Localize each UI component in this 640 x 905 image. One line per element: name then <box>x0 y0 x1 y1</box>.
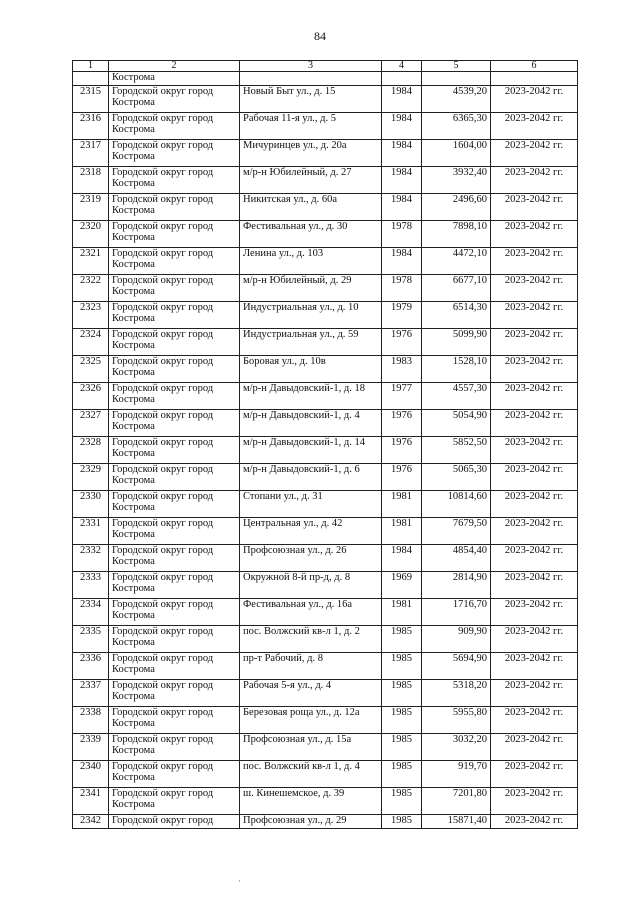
cell-address: м/р-н Давыдовский-1, д. 4 <box>240 410 382 437</box>
cell-address: Профсоюзная ул., д. 26 <box>240 545 382 572</box>
cell-area: 5099,90 <box>422 329 491 356</box>
cell-term: 2023-2042 гг. <box>491 248 578 275</box>
table-row <box>73 680 578 707</box>
cell-number: 2339 <box>73 734 109 761</box>
cell-area: 4472,10 <box>422 248 491 275</box>
table-row <box>73 653 578 680</box>
cell-number: 2325 <box>73 356 109 383</box>
cell-address: Мичуринцев ул., д. 20а <box>240 140 382 167</box>
cell-year: 1977 <box>382 383 422 410</box>
table-row <box>73 248 578 275</box>
cell-term: 2023-2042 гг. <box>491 464 578 491</box>
cell-municipality: Городской округ город Кострома <box>109 302 240 329</box>
cell-area: 2496,60 <box>422 194 491 221</box>
cell-year: 1985 <box>382 815 422 829</box>
column-number-row <box>73 61 578 72</box>
cell-year: 1984 <box>382 113 422 140</box>
cell-address: Березовая роща ул., д. 12а <box>240 707 382 734</box>
cell-number: 2331 <box>73 518 109 545</box>
cell-municipality: Городской округ город Кострома <box>109 221 240 248</box>
table-row <box>73 518 578 545</box>
cell-address: Боровая ул., д. 10в <box>240 356 382 383</box>
cell-area: 5852,50 <box>422 437 491 464</box>
cell-number: 2319 <box>73 194 109 221</box>
table-row <box>73 761 578 788</box>
cell-term: 2023-2042 гг. <box>491 680 578 707</box>
table-row <box>73 464 578 491</box>
cell-number: 2326 <box>73 383 109 410</box>
cell-area: 5318,20 <box>422 680 491 707</box>
cell-term: 2023-2042 гг. <box>491 707 578 734</box>
cell-number: 2323 <box>73 302 109 329</box>
page-number: 84 <box>314 29 326 43</box>
cell-area: 6677,10 <box>422 275 491 302</box>
cell-term: 2023-2042 гг. <box>491 86 578 113</box>
cell-address: Центральная ул., д. 42 <box>240 518 382 545</box>
cell-year: 1985 <box>382 707 422 734</box>
cell-number: 2335 <box>73 626 109 653</box>
cell-address: Профсоюзная ул., д. 15а <box>240 734 382 761</box>
cell-year: 1978 <box>382 275 422 302</box>
cell-number: 2341 <box>73 788 109 815</box>
cell-address: м/р-н Юбилейный, д. 29 <box>240 275 382 302</box>
cell-term: 2023-2042 гг. <box>491 275 578 302</box>
table-row <box>73 734 578 761</box>
cell-area: 1528,10 <box>422 356 491 383</box>
cell-area: 2814,90 <box>422 572 491 599</box>
cell-number: 2334 <box>73 599 109 626</box>
cell-year: 1979 <box>382 302 422 329</box>
cell-term: 2023-2042 гг. <box>491 356 578 383</box>
cell-term: 2023-2042 гг. <box>491 572 578 599</box>
cell-address: Рабочая 11-я ул., д. 5 <box>240 113 382 140</box>
cell-area: 7201,80 <box>422 788 491 815</box>
cell-municipality: Кострома <box>109 72 240 86</box>
cell-year: 1983 <box>382 356 422 383</box>
table-row <box>73 626 578 653</box>
table-row <box>73 545 578 572</box>
cell-municipality: Городской округ город Кострома <box>109 518 240 545</box>
table-row <box>73 167 578 194</box>
cell-number: 2317 <box>73 140 109 167</box>
cell-address: ш. Кинешемское, д. 39 <box>240 788 382 815</box>
table-row <box>73 302 578 329</box>
cell-term: 2023-2042 гг. <box>491 437 578 464</box>
cell-municipality: Городской округ город Кострома <box>109 464 240 491</box>
cell-municipality: Городской округ город Кострома <box>109 572 240 599</box>
cell-year: 1984 <box>382 194 422 221</box>
cell-number: 2324 <box>73 329 109 356</box>
cell-municipality: Городской округ город Кострома <box>109 167 240 194</box>
cell-year: 1985 <box>382 734 422 761</box>
cell-term: 2023-2042 гг. <box>491 545 578 572</box>
cell-area: 909,90 <box>422 626 491 653</box>
cell-area: 4854,40 <box>422 545 491 572</box>
table-row <box>73 356 578 383</box>
column-number: 1 <box>73 61 109 72</box>
cell-municipality: Городской округ город Кострома <box>109 437 240 464</box>
cell-term <box>491 72 578 86</box>
cell-address: Профсоюзная ул., д. 29 <box>240 815 382 829</box>
cell-number: 2340 <box>73 761 109 788</box>
cell-year: 1981 <box>382 599 422 626</box>
cell-municipality: Городской округ город Кострома <box>109 275 240 302</box>
housing-registry-table <box>72 60 578 829</box>
cell-area: 919,70 <box>422 761 491 788</box>
cell-year: 1984 <box>382 86 422 113</box>
cell-municipality: Городской округ город Кострома <box>109 113 240 140</box>
cell-municipality: Городской округ город Кострома <box>109 248 240 275</box>
cell-municipality: Городской округ город <box>109 815 240 829</box>
cell-year: 1976 <box>382 329 422 356</box>
cell-area: 15871,40 <box>422 815 491 829</box>
cell-term: 2023-2042 гг. <box>491 815 578 829</box>
cell-address: Индустриальная ул., д. 10 <box>240 302 382 329</box>
cell-address: Стопани ул., д. 31 <box>240 491 382 518</box>
table-row <box>73 275 578 302</box>
column-number: 5 <box>422 61 491 72</box>
cell-term: 2023-2042 гг. <box>491 167 578 194</box>
cell-area <box>422 72 491 86</box>
cell-municipality: Городской округ город Кострома <box>109 491 240 518</box>
cell-term: 2023-2042 гг. <box>491 140 578 167</box>
cell-municipality: Городской округ город Кострома <box>109 356 240 383</box>
cell-year: 1984 <box>382 545 422 572</box>
cell-term: 2023-2042 гг. <box>491 788 578 815</box>
cell-area: 1716,70 <box>422 599 491 626</box>
cell-year: 1981 <box>382 518 422 545</box>
cell-number: 2337 <box>73 680 109 707</box>
cell-municipality: Городской округ город Кострома <box>109 680 240 707</box>
cell-term: 2023-2042 гг. <box>491 599 578 626</box>
cell-area: 5955,80 <box>422 707 491 734</box>
cell-area: 6514,30 <box>422 302 491 329</box>
cell-term: 2023-2042 гг. <box>491 194 578 221</box>
cell-number: 2342 <box>73 815 109 829</box>
cell-area: 5054,90 <box>422 410 491 437</box>
cell-area: 5694,90 <box>422 653 491 680</box>
cell-municipality: Городской округ город Кострома <box>109 329 240 356</box>
cell-address: м/р-н Давыдовский-1, д. 18 <box>240 383 382 410</box>
table-row <box>73 383 578 410</box>
cell-number: 2315 <box>73 86 109 113</box>
cell-address: Рабочая 5-я ул., д. 4 <box>240 680 382 707</box>
cell-number: 2328 <box>73 437 109 464</box>
cell-area: 7679,50 <box>422 518 491 545</box>
cell-number: 2333 <box>73 572 109 599</box>
table-row <box>73 437 578 464</box>
cell-municipality: Городской округ город Кострома <box>109 86 240 113</box>
cell-municipality: Городской округ город Кострома <box>109 788 240 815</box>
cell-address: м/р-н Давыдовский-1, д. 6 <box>240 464 382 491</box>
cell-address <box>240 72 382 86</box>
cell-address: Фестивальная ул., д. 30 <box>240 221 382 248</box>
table-row <box>73 410 578 437</box>
cell-year <box>382 72 422 86</box>
cell-year: 1984 <box>382 248 422 275</box>
cell-number: 2322 <box>73 275 109 302</box>
cell-area: 7898,10 <box>422 221 491 248</box>
cell-number: 2336 <box>73 653 109 680</box>
column-number: 4 <box>382 61 422 72</box>
cell-year: 1984 <box>382 140 422 167</box>
cell-municipality: Городской округ город Кострома <box>109 761 240 788</box>
cell-municipality: Городской округ город Кострома <box>109 383 240 410</box>
cell-municipality: Городской округ город Кострома <box>109 626 240 653</box>
cell-address: Фестивальная ул., д. 16а <box>240 599 382 626</box>
table-row <box>73 815 578 829</box>
column-number: 3 <box>240 61 382 72</box>
cell-area: 1604,00 <box>422 140 491 167</box>
cell-year: 1976 <box>382 464 422 491</box>
cell-number: 2321 <box>73 248 109 275</box>
cell-address: м/р-н Юбилейный, д. 27 <box>240 167 382 194</box>
cell-term: 2023-2042 гг. <box>491 518 578 545</box>
cell-municipality: Городской округ город Кострома <box>109 545 240 572</box>
column-number: 2 <box>109 61 240 72</box>
cell-address: Новый Быт ул., д. 15 <box>240 86 382 113</box>
cell-number: 2320 <box>73 221 109 248</box>
cell-address: Окружной 8-й пр-д, д. 8 <box>240 572 382 599</box>
cell-address: Никитская ул., д. 60а <box>240 194 382 221</box>
cell-municipality: Городской округ город Кострома <box>109 599 240 626</box>
cell-address: Ленина ул., д. 103 <box>240 248 382 275</box>
cell-year: 1976 <box>382 410 422 437</box>
cell-address: пос. Волжский кв-л 1, д. 4 <box>240 761 382 788</box>
table-row <box>73 707 578 734</box>
cell-area: 5065,30 <box>422 464 491 491</box>
table-row <box>73 599 578 626</box>
continuation-row <box>73 72 578 86</box>
cell-address: м/р-н Давыдовский-1, д. 14 <box>240 437 382 464</box>
cell-address: пос. Волжский кв-л 1, д. 2 <box>240 626 382 653</box>
column-number: 6 <box>491 61 578 72</box>
table-row <box>73 788 578 815</box>
cell-number: 2338 <box>73 707 109 734</box>
table-row <box>73 221 578 248</box>
cell-year: 1969 <box>382 572 422 599</box>
cell-area: 3032,20 <box>422 734 491 761</box>
cell-term: 2023-2042 гг. <box>491 626 578 653</box>
cell-year: 1985 <box>382 788 422 815</box>
cell-year: 1985 <box>382 626 422 653</box>
cell-term: 2023-2042 гг. <box>491 653 578 680</box>
cell-municipality: Городской округ город Кострома <box>109 707 240 734</box>
cell-year: 1978 <box>382 221 422 248</box>
cell-year: 1985 <box>382 653 422 680</box>
cell-number: 2316 <box>73 113 109 140</box>
cell-number: 2327 <box>73 410 109 437</box>
cell-term: 2023-2042 гг. <box>491 383 578 410</box>
cell-address: пр-т Рабочий, д. 8 <box>240 653 382 680</box>
cell-number <box>73 72 109 86</box>
cell-term: 2023-2042 гг. <box>491 302 578 329</box>
table-row <box>73 194 578 221</box>
cell-area: 10814,60 <box>422 491 491 518</box>
cell-number: 2330 <box>73 491 109 518</box>
scan-mark: · <box>238 876 241 886</box>
cell-year: 1985 <box>382 761 422 788</box>
table-row <box>73 329 578 356</box>
table-row <box>73 491 578 518</box>
cell-year: 1985 <box>382 680 422 707</box>
table-row <box>73 86 578 113</box>
cell-number: 2332 <box>73 545 109 572</box>
cell-municipality: Городской округ город Кострома <box>109 653 240 680</box>
cell-area: 6365,30 <box>422 113 491 140</box>
cell-number: 2318 <box>73 167 109 194</box>
cell-municipality: Городской округ город Кострома <box>109 140 240 167</box>
cell-term: 2023-2042 гг. <box>491 491 578 518</box>
cell-year: 1976 <box>382 437 422 464</box>
cell-municipality: Городской округ город Кострома <box>109 194 240 221</box>
cell-municipality: Городской округ город Кострома <box>109 410 240 437</box>
cell-term: 2023-2042 гг. <box>491 734 578 761</box>
table-row <box>73 572 578 599</box>
table-row <box>73 140 578 167</box>
cell-area: 4539,20 <box>422 86 491 113</box>
cell-number: 2329 <box>73 464 109 491</box>
cell-address: Индустриальная ул., д. 59 <box>240 329 382 356</box>
cell-term: 2023-2042 гг. <box>491 221 578 248</box>
cell-area: 4557,30 <box>422 383 491 410</box>
cell-year: 1984 <box>382 167 422 194</box>
cell-area: 3932,40 <box>422 167 491 194</box>
cell-term: 2023-2042 гг. <box>491 113 578 140</box>
cell-year: 1981 <box>382 491 422 518</box>
cell-term: 2023-2042 гг. <box>491 410 578 437</box>
cell-term: 2023-2042 гг. <box>491 761 578 788</box>
cell-municipality: Городской округ город Кострома <box>109 734 240 761</box>
cell-term: 2023-2042 гг. <box>491 329 578 356</box>
table-row <box>73 113 578 140</box>
